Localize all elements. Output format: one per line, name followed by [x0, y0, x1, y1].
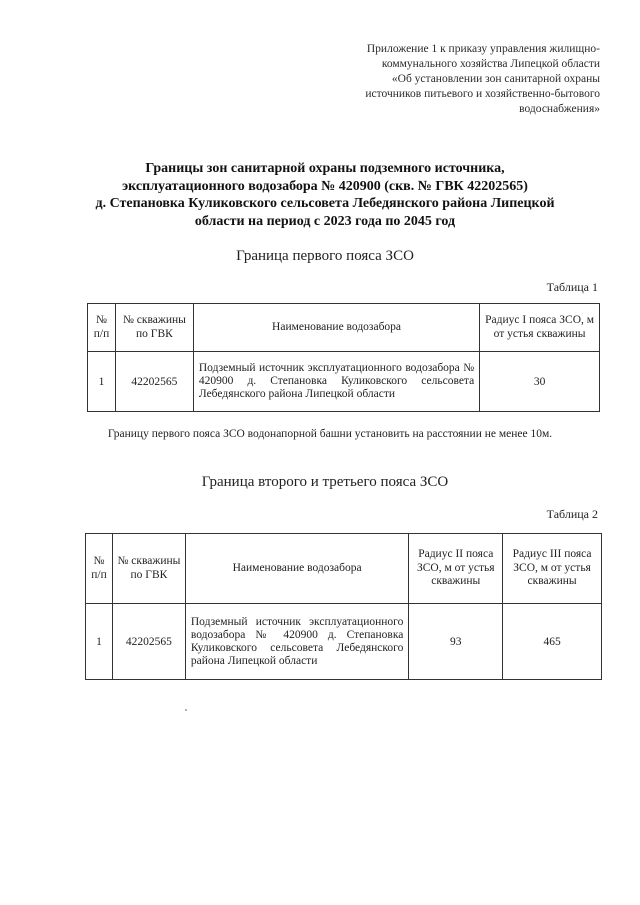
cell-name: Подземный источник эксплуатационного водозабора № 420900 д. Степановка Куликовского сельсовета Лебедянского района Липецкой области [193, 352, 479, 412]
header-radius1: Радиус I пояса ЗСО, м от устья скважины [480, 304, 600, 352]
table-second-third-zone [85, 533, 602, 680]
cell-num: 1 [88, 352, 116, 412]
appendix-note [300, 42, 600, 117]
table-header-row [86, 534, 602, 604]
document-title [60, 160, 590, 230]
cell-well: 42202565 [115, 352, 193, 412]
cell-radius2: 93 [409, 604, 503, 680]
table-first-zone [87, 303, 600, 412]
header-num: № п/п [88, 304, 116, 352]
cell-radius3: 465 [503, 604, 602, 680]
header-well: № скважины по ГВК [115, 304, 193, 352]
title-line: д. Степановка Куликовского сельсовета Лебедянского района Липецкой [95, 196, 555, 211]
cell-name: Подземный источник эксплуатационного водозабора № 420900 д. Степановка Куликовского сельсовета Лебедянского района Липецкой области [185, 604, 408, 680]
table1-caption: Таблица 1 [546, 280, 598, 294]
table-row [86, 604, 602, 680]
cell-well: 42202565 [112, 604, 185, 680]
scan-speck [185, 709, 187, 711]
title-line: Границы зон санитарной охраны подземного источника, [145, 161, 505, 176]
title-line: эксплуатационного водозабора № 420900 (скв. № ГВК 42202565) [122, 178, 528, 194]
header-num: № п/п [86, 534, 113, 604]
appendix-line: «Об установлении зон санитарной охраны [391, 73, 600, 85]
table2-caption: Таблица 2 [546, 507, 598, 521]
table-row [88, 352, 600, 412]
section1-note: Границу первого пояса ЗСО водонапорной башни установить на расстоянии не менее 10м. [107, 428, 553, 440]
appendix-line: водоснабжения» [519, 103, 600, 115]
table-header-row [88, 304, 600, 352]
header-radius2: Радиус II пояса ЗСО, м от устья скважины [409, 534, 503, 604]
section1-heading: Граница первого пояса ЗСО [236, 248, 414, 264]
cell-num: 1 [86, 604, 113, 680]
header-name: Наименование водозабора [185, 534, 408, 604]
appendix-line: Приложение 1 к приказу управления жилищно- [366, 43, 600, 55]
header-radius3: Радиус III пояса ЗСО, м от устья скважины [503, 534, 602, 604]
header-name: Наименование водозабора [193, 304, 479, 352]
header-well: № скважины по ГВК [112, 534, 185, 604]
appendix-line: источников питьевого и хозяйственно-бытового [365, 88, 600, 100]
appendix-line: коммунального хозяйства Липецкой области [381, 58, 600, 70]
title-line: области на период с 2023 года по 2045 год [194, 213, 456, 229]
cell-radius1: 30 [480, 352, 600, 412]
section2-heading: Граница второго и третьего пояса ЗСО [201, 474, 449, 490]
